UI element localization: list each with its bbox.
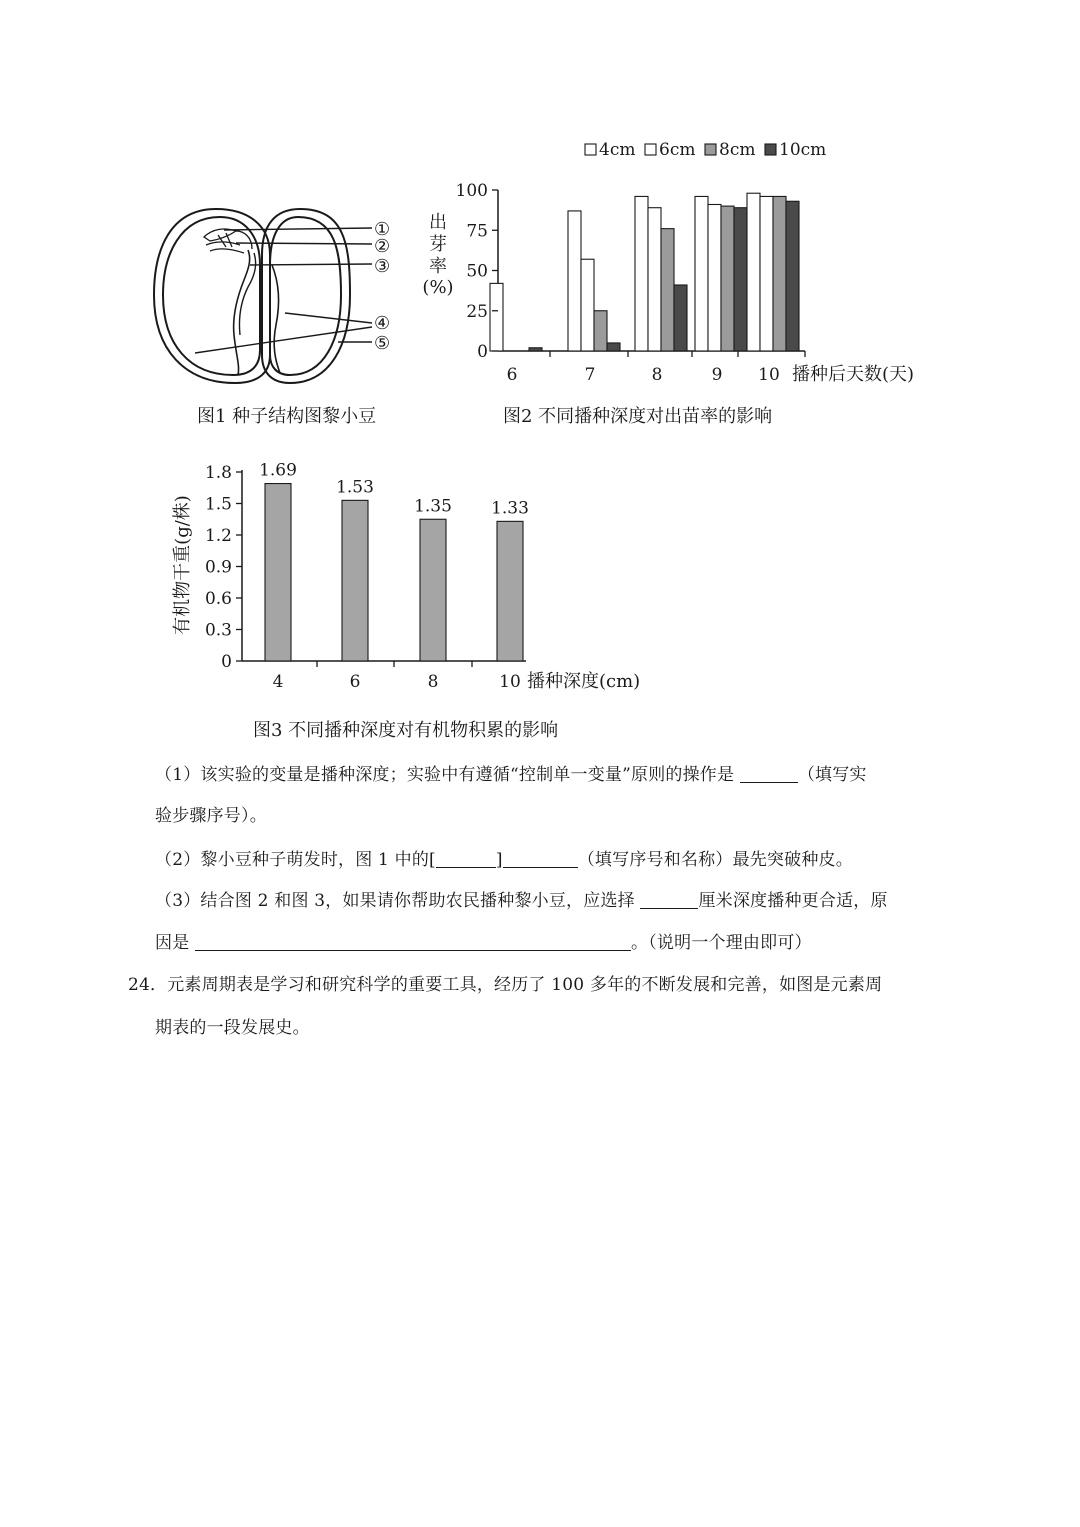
chart2-bar-day8-10cm (674, 285, 687, 351)
figure-3-caption: 图3 不同播种深度对有机物积累的影响 (253, 720, 559, 741)
chart2-bar-day6-4cm (490, 283, 503, 351)
question-3-line-1: （3）结合图 2 和图 3，如果请你帮助农民播种黎小豆，应选择 厘米深度播种更合适，原 (155, 891, 888, 911)
chart3-ytick-label: 0.3 (204, 620, 232, 641)
chart2-legend (585, 140, 826, 160)
chart2-ytick-label: 0 (477, 342, 488, 362)
chart3-bar-depth6 (342, 500, 368, 661)
chart2-ytick-label: 75 (466, 221, 488, 242)
answer-blank-3a[interactable] (640, 891, 698, 909)
chart3-ytick-label: 1.8 (204, 463, 232, 483)
label-2: ② (374, 236, 391, 257)
label-1: ① (374, 219, 391, 240)
chart3-ytick-label: 0.9 (204, 557, 232, 578)
chart2-legend-label: 6cm (659, 140, 696, 160)
label-4: ④ (374, 313, 391, 334)
chart2-ylabel-char-1: 出 (429, 212, 447, 233)
figure-3-chart (160, 450, 660, 700)
chart2-bar-day7-6cm (581, 259, 594, 351)
chart2-legend-swatch (705, 144, 716, 155)
chart3-data-label: 1.35 (414, 496, 452, 517)
figure-2-caption: 图2 不同播种深度对出苗率的影响 (503, 406, 773, 427)
chart2-legend-label: 8cm (719, 140, 756, 160)
chart3-data-label: 1.53 (336, 477, 374, 498)
chart2-bar-day8-6cm (648, 208, 661, 351)
chart2-xtick-label: 7 (584, 365, 596, 385)
question-24-line-2: 期表的一段发展史。 (155, 1018, 310, 1038)
chart3-xtick-label: 10 (499, 672, 521, 692)
chart2-ytick-label: 100 (455, 181, 488, 201)
chart3-ytick-label: 1.2 (204, 526, 232, 546)
chart3-xtick-label: 8 (427, 672, 439, 692)
chart2-bar-day9-6cm (708, 204, 721, 351)
answer-blank-2a[interactable] (436, 850, 496, 868)
chart2-bar-day10-4cm (747, 193, 760, 351)
question-1-line-2: 验步骤序号）。 (155, 806, 267, 826)
chart2-bar-day6-10cm (529, 348, 542, 351)
question-3-line-2: 因是 。（说明一个理由即可） (155, 933, 812, 953)
chart2-ylabel-char-2: 芽 (429, 234, 447, 255)
chart2-bar-day10-6cm (760, 196, 773, 351)
chart2-bar-day8-4cm (635, 196, 648, 351)
label-3: ③ (374, 256, 391, 277)
question-2: （2）黎小豆种子萌发时，图 1 中的[ ] （填写序号和名称）最先突破种皮。 (155, 850, 853, 870)
chart3-ytick-label: 1.5 (204, 494, 232, 515)
chart2-legend-swatch (645, 144, 656, 155)
chart3-bar-depth10 (497, 521, 523, 661)
chart3-data-label: 1.33 (491, 498, 529, 519)
chart3-xtick-label: 6 (349, 672, 361, 692)
answer-blank-3b[interactable] (195, 933, 631, 951)
chart3-bar-depth4 (265, 484, 291, 661)
chart2-xtick-label: 10 (758, 365, 780, 385)
chart3-xlabel: 播种深度(cm) (527, 671, 641, 692)
chart2-bar-day9-10cm (734, 208, 747, 351)
figure-2-chart (410, 130, 950, 400)
chart2-xtick-label: 8 (651, 365, 663, 385)
answer-blank-2b[interactable] (503, 850, 578, 868)
plumule (204, 229, 252, 253)
figure-1-seed-diagram (140, 195, 420, 395)
question-1-line-1: （1）该实验的变量是播种深度；实验中有遵循“控制单一变量”原则的操作是 （填写实 (155, 765, 867, 785)
chart2-ylabel-char-3: 率 (429, 256, 447, 277)
chart2-bar-day8-8cm (661, 229, 674, 351)
chart2-bar-day10-8cm (773, 196, 786, 351)
chart2-bar-day9-8cm (721, 206, 734, 351)
chart2-xtick-label: 6 (506, 365, 518, 385)
chart3-bar-depth8 (420, 519, 446, 661)
chart2-bar-day10-10cm (786, 201, 799, 351)
chart2-legend-swatch (585, 144, 596, 155)
chart2-ylabel-char-4: (%) (422, 277, 454, 298)
question-24-line-1: 24．元素周期表是学习和研究科学的重要工具，经历了 100 多年的不断发展和完善，如图是元素周 (128, 975, 883, 995)
chart2-legend-label: 4cm (599, 140, 636, 160)
chart3-data-label: 1.69 (259, 460, 297, 481)
chart3-xtick-label: 4 (272, 672, 284, 692)
chart2-xtick-label: 9 (711, 365, 723, 385)
chart2-legend-label: 10cm (779, 140, 827, 160)
chart2-xlabel: 播种后天数(天) (792, 364, 915, 385)
embryo-axis (234, 250, 250, 375)
chart3-ytick-label: 0 (221, 652, 232, 672)
figure-1-caption: 图1 种子结构图黎小豆 (197, 406, 377, 427)
chart2-bar-day7-4cm (568, 211, 581, 351)
chart2-bar-day9-4cm (695, 196, 708, 351)
label-5: ⑤ (374, 333, 391, 354)
chart3-ylabel: 有机物干重(g/株) (172, 495, 193, 635)
chart2-ytick-label: 25 (466, 301, 488, 322)
chart2-bar-day7-10cm (607, 343, 620, 351)
answer-blank-1[interactable] (740, 765, 798, 783)
chart2-legend-swatch (765, 144, 776, 155)
chart2-bar-day7-8cm (594, 311, 607, 351)
chart3-ytick-label: 0.6 (204, 589, 232, 609)
chart2-ytick-label: 50 (466, 261, 488, 282)
